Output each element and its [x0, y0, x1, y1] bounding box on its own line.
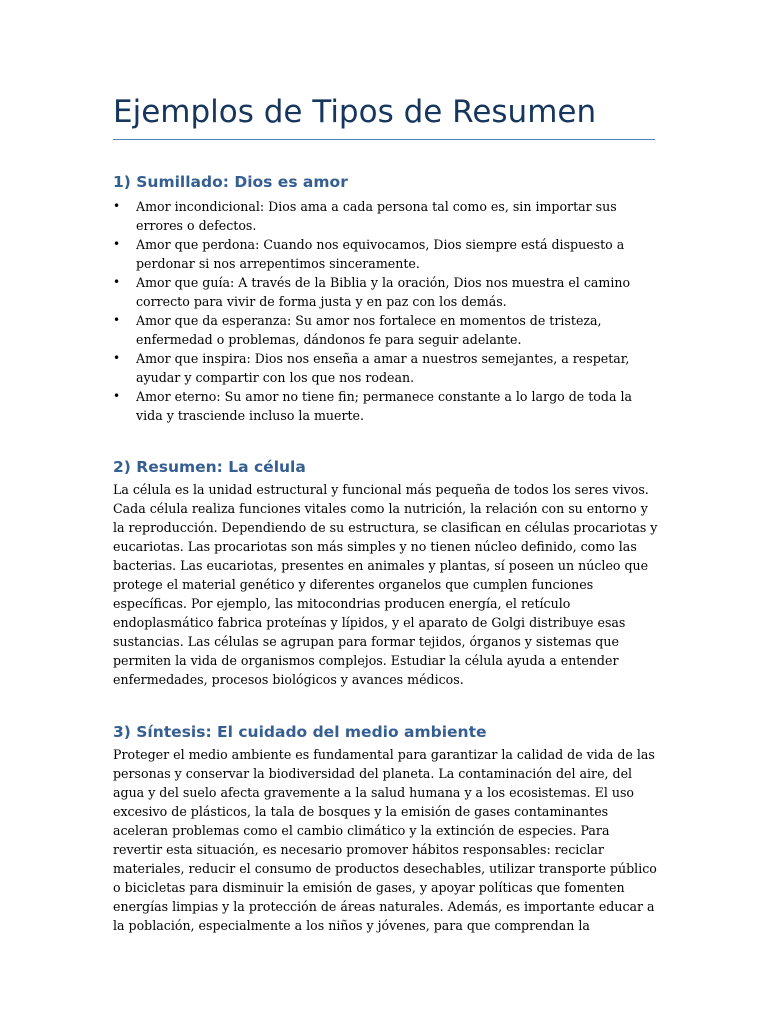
bullet-item	[113, 235, 658, 273]
section-paragraph-celula: La célula es la unidad estructural y funcional más pequeña de todos los seres vivos. Cada célula realiza funciones vitales como la nutrición, la relación con su entorno y la reproducción. Dependiendo de su estructura, se clasifican en células procariotas y eucariotas. Las procariotas son más simples y no tienen núcleo definido, como las bacterias. Las eucariotas, presentes en animales y plantas, sí poseen un núcleo que protege el material genético y diferentes organelos que cumplen funciones específicas. Por ejemplo, las mitocondrias producen energía, el retículo endoplasmático fabrica proteínas y lípidos, y el aparato de Golgi distribuye esas sustancias. Las células se agrupan para formar tejidos, órganos y sistemas que permiten la vida de organismos complejos. Estudiar la célula ayuda a entender enfermedades, procesos biológicos y avances médicos.	[113, 482, 658, 687]
bullet-list	[113, 197, 658, 425]
bullet-text: Amor que perdona: Cuando nos equivocamos, Dios siempre está dispuesto a perdonar si nos arrepentimos sinceramente.	[136, 237, 625, 271]
bullet-icon: •	[113, 313, 121, 327]
bullet-icon: •	[113, 275, 121, 289]
bullet-icon: •	[113, 199, 121, 213]
bullet-text: Amor eterno: Su amor no tiene fin; permanece constante a lo largo de toda la vida y trasciende incluso la muerte.	[136, 389, 632, 423]
section-heading-sintesis: 3) Síntesis: El cuidado del medio ambiente	[113, 723, 487, 741]
bullet-icon: •	[113, 389, 121, 403]
section-heading-resumen: 2) Resumen: La célula	[113, 458, 306, 476]
section-paragraph-medio-ambiente: Proteger el medio ambiente es fundamental para garantizar la calidad de vida de las personas y conservar la biodiversidad del planeta. La contaminación del aire, del agua y del suelo afecta gravemente a la salud humana y a los ecosistemas. El uso excesivo de plásticos, la tala de bosques y la emisión de gases contaminantes aceleran problemas como el cambio climático y la extinción de especies. Para revertir esta situación, es necesario promover hábitos responsables: reciclar materiales, reducir el consumo de productos desechables, utilizar transporte público o bicicletas para disminuir la emisión de gases, y apoyar políticas que fomenten energías limpias y la protección de áreas naturales. Además, es importante educar a la población, especialmente a los niños y jóvenes, para que comprendan la	[113, 747, 657, 933]
bullet-text: Amor que guía: A través de la Biblia y la oración, Dios nos muestra el camino correcto para vivir de forma justa y en paz con los demás.	[136, 275, 631, 309]
bullet-item	[113, 349, 658, 387]
document-body	[113, 158, 658, 935]
bullet-icon: •	[113, 351, 121, 365]
bullet-item	[113, 311, 658, 349]
bullet-text: Amor incondicional: Dios ama a cada persona tal como es, sin importar sus errores o defectos.	[136, 199, 617, 233]
document-title: Ejemplos de Tipos de Resumen	[113, 94, 597, 130]
title-underline	[113, 139, 655, 140]
bullet-item	[113, 273, 658, 311]
bullet-text: Amor que da esperanza: Su amor nos fortalece en momentos de tristeza, enfermedad o problemas, dándonos fe para seguir adelante.	[136, 313, 602, 347]
bullet-icon: •	[113, 237, 121, 251]
bullet-item	[113, 387, 658, 425]
section-heading-sumillado: 1) Sumillado: Dios es amor	[113, 173, 348, 191]
bullet-text: Amor que inspira: Dios nos enseña a amar a nuestros semejantes, a respetar, ayudar y compartir con los que nos rodean.	[136, 351, 630, 385]
bullet-item	[113, 197, 658, 235]
